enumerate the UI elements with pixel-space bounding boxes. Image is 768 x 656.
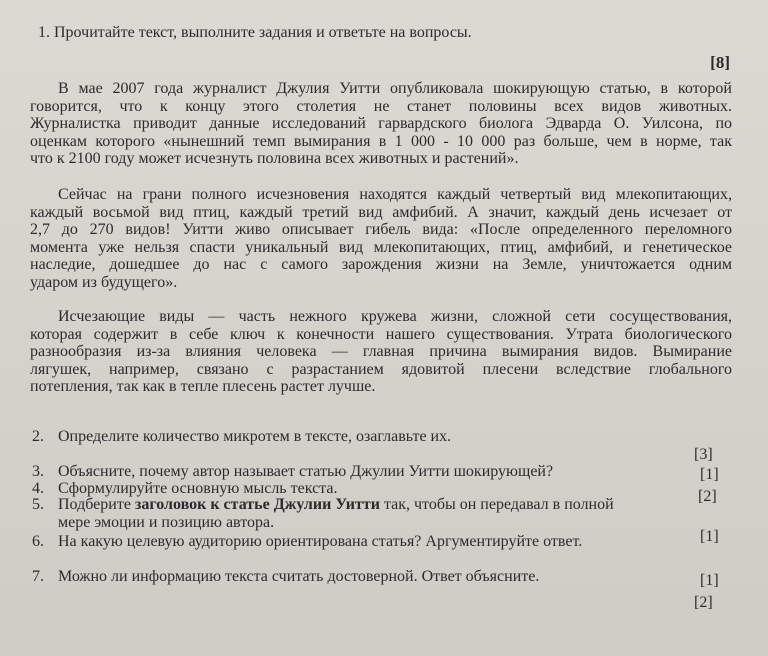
question-points: [1] <box>700 572 719 589</box>
paragraph-line: ударом из будущего». <box>30 273 178 291</box>
paragraph-3 <box>30 308 732 396</box>
paragraph-line: Исчезающие виды — часть нежного кружева жизни, сложной сети сосуществования, <box>58 308 732 325</box>
question-5 <box>32 496 726 532</box>
question-points: [3] <box>694 446 713 463</box>
question-3 <box>32 463 553 481</box>
question-text: так, чтобы он передавал в полной <box>379 496 614 513</box>
question-number: 4. <box>32 480 44 497</box>
paragraph-line: говорится, что к концу этого столетия не станет половины всех видов животных. <box>30 97 732 115</box>
question-points: [2] <box>694 594 713 611</box>
paragraph-2 <box>30 186 732 291</box>
task-title: 1. Прочитайте текст, выполните задания и ответьте на вопросы. <box>38 24 472 41</box>
paragraph-line: оценкам которого «нынешний темп вымирания в 1 000 - 10 000 раз больше, чем в норме, так <box>30 132 732 150</box>
paragraph-line: каждый восьмой вид птиц, каждый третий вид амфибий. А значит, каждый день исчезает от <box>30 203 732 221</box>
question-points: [1] <box>700 466 719 483</box>
question-number: 7. <box>32 568 44 585</box>
paragraph-line: Сейчас на грани полного исчезновения находятся каждый четвертый вид млекопитающих, <box>58 186 732 203</box>
question-number: 6. <box>32 533 44 550</box>
paragraph-1 <box>30 80 732 168</box>
paragraph-line: разнообразия из-за влияния человека — главная причина вымирания видов. Вымирание <box>30 343 732 360</box>
question-points: [2] <box>698 488 717 505</box>
question-text-bold: заголовок к статье Джулии Уитти <box>134 496 380 513</box>
question-text: Подберите <box>58 496 135 513</box>
question-text: На какую целевую аудиторию ориентирована статья? Аргументируйте ответ. <box>58 533 583 550</box>
question-points: [1] <box>700 528 719 545</box>
question-text: Определите количество микротем в тексте, озаглавьте их. <box>58 428 452 445</box>
paragraph-line: момента уже нельзя спасти уникальный вид млекопитающих, птиц, амфибий, и генетическое <box>30 238 732 256</box>
paragraph-line: Журналистка приводит данные исследований гарвардского биолога Эдварда О. Уилсона, по <box>30 115 732 132</box>
paragraph-line: что к 2100 году может исчезнуть половина всех животных и растений». <box>30 150 519 167</box>
paragraph-line: потепления, так как в тепле плесень растет лучше. <box>30 378 376 395</box>
question-number: 5. <box>32 496 44 513</box>
paragraph-line: В мае 2007 года журналист Джулия Уитти опубликовала шокирующую статью, в которой <box>58 80 732 97</box>
question-text: Объясните, почему автор называет статью Джулии Уитти шокирующей? <box>58 463 554 480</box>
question-text: мере эмоции и позицию автора. <box>58 514 275 531</box>
question-6 <box>32 533 582 551</box>
question-text: Сформулируйте основную мысль текста. <box>58 480 338 497</box>
question-number: 3. <box>32 463 44 480</box>
paragraph-line: лягушек, например, связано с разрастанием ядовитой плесени вследствие глобального <box>30 360 732 378</box>
paragraph-line: 2,7 до 270 видов! Уитти живо описывает гибель вида: «После определенного переломного <box>30 221 732 238</box>
task-points: [8] <box>710 53 730 72</box>
paragraph-line: наследие, дошедшее до нас с самого зарождения жизни на Земле, уничтожается одним <box>30 256 732 273</box>
paragraph-line: которая содержит в себе ключ к конечности нашего существования. Утрата биологического <box>30 325 732 343</box>
question-2 <box>32 428 451 446</box>
question-number: 2. <box>32 428 44 445</box>
question-text: Можно ли информацию текста считать достоверной. Ответ объясните. <box>58 568 540 585</box>
question-7 <box>32 568 539 586</box>
